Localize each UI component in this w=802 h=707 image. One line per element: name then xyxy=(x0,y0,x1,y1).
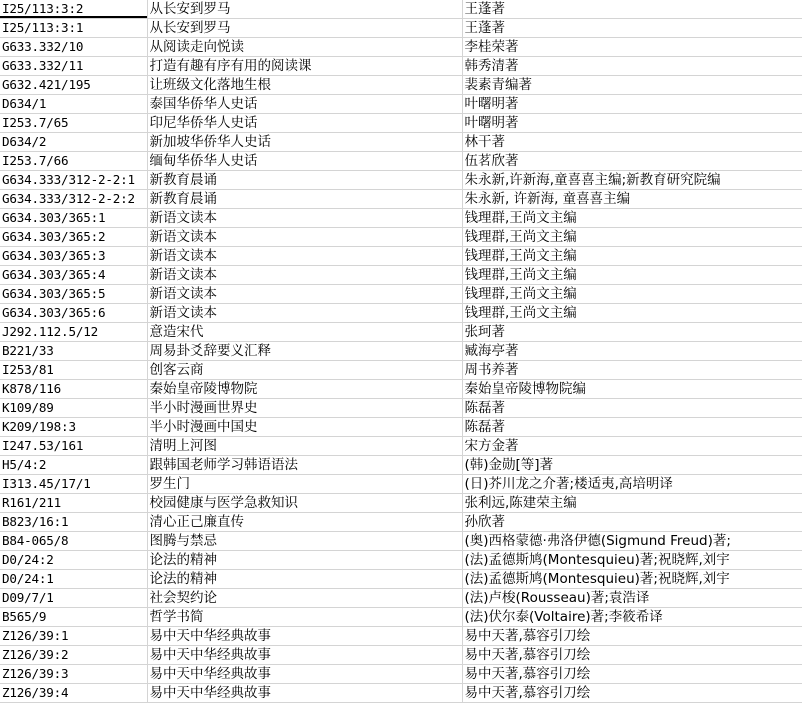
author-cell[interactable]: 钱理群,王尚文主编 xyxy=(462,285,802,304)
author-cell[interactable]: 张珂著 xyxy=(462,323,802,342)
title-cell[interactable]: 打造有趣有序有用的阅读课 xyxy=(147,57,462,76)
author-cell[interactable]: (日)芥川龙之介著;楼适夷,高培明译 xyxy=(462,475,802,494)
author-cell[interactable]: 钱理群,王尚文主编 xyxy=(462,228,802,247)
author-cell[interactable]: 王蓬著 xyxy=(462,0,802,19)
call-number-cell[interactable]: D634/1 xyxy=(0,95,147,114)
title-cell[interactable]: 罗生门 xyxy=(147,475,462,494)
table-row xyxy=(0,551,802,570)
title-cell[interactable]: 新加坡华侨华人史话 xyxy=(147,133,462,152)
author-cell[interactable]: 钱理群,王尚文主编 xyxy=(462,247,802,266)
author-cell[interactable]: (法)孟德斯鸠(Montesquieu)著;祝晓辉,刘宇 xyxy=(462,570,802,589)
call-number-cell[interactable]: Z126/39:1 xyxy=(0,627,147,646)
table-row xyxy=(0,0,802,19)
table-row xyxy=(0,513,802,532)
author-cell[interactable]: 陈磊著 xyxy=(462,399,802,418)
title-cell[interactable]: 从长安到罗马 xyxy=(147,19,462,38)
table-row xyxy=(0,76,802,95)
title-cell[interactable]: 清心正己廉直传 xyxy=(147,513,462,532)
call-number-cell[interactable]: K209/198:3 xyxy=(0,418,147,437)
call-number-cell[interactable]: K878/116 xyxy=(0,380,147,399)
call-number-cell[interactable]: D09/7/1 xyxy=(0,589,147,608)
title-cell[interactable]: 周易卦爻辞要义汇释 xyxy=(147,342,462,361)
table-row xyxy=(0,304,802,323)
author-cell[interactable]: 朱永新,许新海,童喜喜主编;新教育研究院编 xyxy=(462,171,802,190)
table-row xyxy=(0,684,802,703)
author-cell[interactable]: 裴素青编著 xyxy=(462,76,802,95)
call-number-cell[interactable]: I253/81 xyxy=(0,361,147,380)
call-number-cell[interactable]: G634.303/365:1 xyxy=(0,209,147,228)
title-cell[interactable]: 新教育晨诵 xyxy=(147,190,462,209)
table-row xyxy=(0,133,802,152)
author-cell[interactable]: 孙欣著 xyxy=(462,513,802,532)
call-number-cell[interactable]: D0/24:1 xyxy=(0,570,147,589)
title-cell[interactable]: 新语文读本 xyxy=(147,247,462,266)
table-row xyxy=(0,247,802,266)
author-cell[interactable]: 臧海亭著 xyxy=(462,342,802,361)
author-cell[interactable]: (奥)西格蒙德·弗洛伊德(Sigmund Freud)著; xyxy=(462,532,802,551)
call-number-cell[interactable]: D634/2 xyxy=(0,133,147,152)
title-cell[interactable]: 半小时漫画中国史 xyxy=(147,418,462,437)
call-number-cell[interactable]: B84-065/8 xyxy=(0,532,147,551)
author-cell[interactable]: 钱理群,王尚文主编 xyxy=(462,266,802,285)
title-cell[interactable]: 让班级文化落地生根 xyxy=(147,76,462,95)
title-cell[interactable]: 新教育晨诵 xyxy=(147,171,462,190)
title-cell[interactable]: 易中天中华经典故事 xyxy=(147,684,462,703)
author-cell[interactable]: 伍茗欣著 xyxy=(462,152,802,171)
title-cell[interactable]: 校园健康与医学急救知识 xyxy=(147,494,462,513)
call-number-cell[interactable]: G632.421/195 xyxy=(0,76,147,95)
call-number-cell[interactable]: K109/89 xyxy=(0,399,147,418)
call-number-cell[interactable]: R161/211 xyxy=(0,494,147,513)
title-cell[interactable]: 印尼华侨华人史话 xyxy=(147,114,462,133)
table-row xyxy=(0,361,802,380)
author-cell[interactable]: 韩秀清著 xyxy=(462,57,802,76)
table-row xyxy=(0,57,802,76)
table-row xyxy=(0,209,802,228)
call-number-cell[interactable]: G634.303/365:3 xyxy=(0,247,147,266)
author-cell[interactable]: 易中天著,慕容引刀绘 xyxy=(462,646,802,665)
title-cell[interactable]: 易中天中华经典故事 xyxy=(147,665,462,684)
table-row xyxy=(0,570,802,589)
call-number-cell[interactable]: I253.7/66 xyxy=(0,152,147,171)
title-cell[interactable]: 从长安到罗马 xyxy=(147,0,462,19)
table-row xyxy=(0,399,802,418)
table-row xyxy=(0,646,802,665)
table-row xyxy=(0,589,802,608)
title-cell[interactable]: 新语文读本 xyxy=(147,304,462,323)
author-cell[interactable]: 钱理群,王尚文主编 xyxy=(462,209,802,228)
call-number-cell[interactable]: J292.112.5/12 xyxy=(0,323,147,342)
table-row xyxy=(0,171,802,190)
table-row xyxy=(0,437,802,456)
call-number-cell[interactable]: G633.332/10 xyxy=(0,38,147,57)
title-cell[interactable]: 哲学书简 xyxy=(147,608,462,627)
author-cell[interactable]: 陈磊著 xyxy=(462,418,802,437)
author-cell[interactable]: 周书养著 xyxy=(462,361,802,380)
call-number-cell[interactable]: G634.333/312-2-2:2 xyxy=(0,190,147,209)
table-row xyxy=(0,38,802,57)
title-cell[interactable]: 意造宋代 xyxy=(147,323,462,342)
call-number-cell[interactable]: I25/113:3:2 xyxy=(0,0,147,19)
title-cell[interactable]: 新语文读本 xyxy=(147,209,462,228)
table-row xyxy=(0,456,802,475)
call-number-cell[interactable]: G634.303/365:6 xyxy=(0,304,147,323)
title-cell[interactable]: 新语文读本 xyxy=(147,285,462,304)
title-cell[interactable]: 半小时漫画世界史 xyxy=(147,399,462,418)
table-row xyxy=(0,323,802,342)
call-number-cell[interactable]: B565/9 xyxy=(0,608,147,627)
call-number-cell[interactable]: G634.303/365:2 xyxy=(0,228,147,247)
call-number-cell[interactable]: G634.303/365:4 xyxy=(0,266,147,285)
call-number-cell[interactable]: H5/4:2 xyxy=(0,456,147,475)
call-number-cell[interactable]: G634.303/365:5 xyxy=(0,285,147,304)
table-row xyxy=(0,494,802,513)
table-row xyxy=(0,380,802,399)
author-cell[interactable]: (法)伏尔泰(Voltaire)著;李筱希译 xyxy=(462,608,802,627)
call-number-cell[interactable]: I247.53/161 xyxy=(0,437,147,456)
author-cell[interactable]: 张利远,陈建荣主编 xyxy=(462,494,802,513)
author-cell[interactable]: 王蓬著 xyxy=(462,19,802,38)
title-cell[interactable]: 易中天中华经典故事 xyxy=(147,627,462,646)
author-cell[interactable]: (韩)金勋[等]著 xyxy=(462,456,802,475)
table-row xyxy=(0,342,802,361)
title-cell[interactable]: 秦始皇帝陵博物院 xyxy=(147,380,462,399)
call-number-cell[interactable]: Z126/39:2 xyxy=(0,646,147,665)
call-number-cell[interactable]: I253.7/65 xyxy=(0,114,147,133)
author-cell[interactable]: 叶曙明著 xyxy=(462,114,802,133)
table-row xyxy=(0,627,802,646)
author-cell[interactable]: 朱永新, 许新海, 童喜喜主编 xyxy=(462,190,802,209)
author-cell[interactable]: 易中天著,慕容引刀绘 xyxy=(462,627,802,646)
author-cell[interactable]: 叶曙明著 xyxy=(462,95,802,114)
call-number-cell[interactable]: Z126/39:3 xyxy=(0,665,147,684)
call-number-cell[interactable]: G633.332/11 xyxy=(0,57,147,76)
table-row xyxy=(0,418,802,437)
table-row xyxy=(0,532,802,551)
call-number-cell[interactable]: Z126/39:4 xyxy=(0,684,147,703)
author-cell[interactable]: 易中天著,慕容引刀绘 xyxy=(462,684,802,703)
author-cell[interactable]: 秦始皇帝陵博物院编 xyxy=(462,380,802,399)
table-row xyxy=(0,266,802,285)
author-cell[interactable]: 钱理群,王尚文主编 xyxy=(462,304,802,323)
author-cell[interactable]: 易中天著,慕容引刀绘 xyxy=(462,665,802,684)
title-cell[interactable]: 社会契约论 xyxy=(147,589,462,608)
title-cell[interactable]: 新语文读本 xyxy=(147,266,462,285)
title-cell[interactable]: 清明上河图 xyxy=(147,437,462,456)
call-number-cell[interactable]: G634.333/312-2-2:1 xyxy=(0,171,147,190)
table-row xyxy=(0,19,802,38)
title-cell[interactable]: 从阅读走向悦读 xyxy=(147,38,462,57)
title-cell[interactable]: 缅甸华侨华人史话 xyxy=(147,152,462,171)
title-cell[interactable]: 论法的精神 xyxy=(147,551,462,570)
table-row xyxy=(0,190,802,209)
title-cell[interactable]: 创客云商 xyxy=(147,361,462,380)
call-number-cell[interactable]: D0/24:2 xyxy=(0,551,147,570)
author-cell[interactable]: 林干著 xyxy=(462,133,802,152)
table-row xyxy=(0,152,802,171)
call-number-cell[interactable]: I25/113:3:1 xyxy=(0,19,147,38)
author-cell[interactable]: 李桂荣著 xyxy=(462,38,802,57)
call-number-cell[interactable]: B221/33 xyxy=(0,342,147,361)
table-row xyxy=(0,608,802,627)
author-cell[interactable]: 宋方金著 xyxy=(462,437,802,456)
author-cell[interactable]: (法)孟德斯鸠(Montesquieu)著;祝晓辉,刘宇 xyxy=(462,551,802,570)
title-cell[interactable]: 论法的精神 xyxy=(147,570,462,589)
table-row xyxy=(0,95,802,114)
title-cell[interactable]: 图腾与禁忌 xyxy=(147,532,462,551)
table-row xyxy=(0,665,802,684)
table-row xyxy=(0,228,802,247)
table-row xyxy=(0,114,802,133)
title-cell[interactable]: 新语文读本 xyxy=(147,228,462,247)
title-cell[interactable]: 跟韩国老师学习韩语语法 xyxy=(147,456,462,475)
table-row xyxy=(0,285,802,304)
author-cell[interactable]: (法)卢梭(Rousseau)著;袁浩译 xyxy=(462,589,802,608)
table-row xyxy=(0,475,802,494)
title-cell[interactable]: 泰国华侨华人史话 xyxy=(147,95,462,114)
call-number-cell[interactable]: B823/16:1 xyxy=(0,513,147,532)
call-number-cell[interactable]: I313.45/17/1 xyxy=(0,475,147,494)
title-cell[interactable]: 易中天中华经典故事 xyxy=(147,646,462,665)
